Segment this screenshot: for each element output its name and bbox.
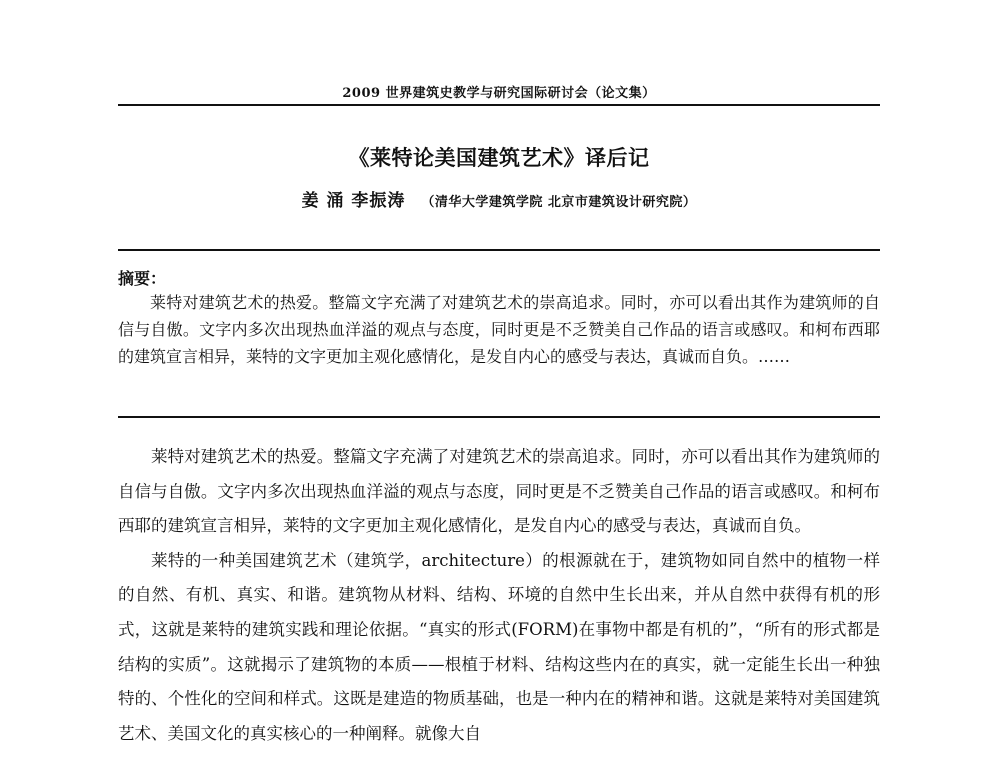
article-title: 《莱特论美国建筑艺术》译后记 [348,145,650,170]
running-header: 2009 世界建筑史教学与研究国际研讨会（论文集） [342,86,656,101]
abstract-label: 摘要： [118,269,167,288]
abstract-top-rule [118,249,880,251]
author-line [118,186,880,211]
author-names: 姜 涌 李振涛 [301,191,406,211]
abstract-text: 莱特对建筑艺术的热爱。整篇文字充满了对建筑艺术的崇高追求。同时，亦可以看出其作为建筑师的自信与自傲。文字内多次出现热血洋溢的观点与态度，同时更是不乏赞美自己作品的语言或感叹。和柯布西耶的建筑宣言相异，莱特的文字更加主观化感情化，是发自内心的感受与表达，真诚而自负。…… [118,293,880,366]
body-paragraph: 莱特对建筑艺术的热爱。整篇文字充满了对建筑艺术的崇高追求。同时，亦可以看出其作为建筑师的自信与自傲。文字内多次出现热血洋溢的观点与态度，同时更是不乏赞美自己作品的语言或感叹。和柯布西耶的建筑宣言相异，莱特的文字更加主观化感情化，是发自内心的感受与表达，真诚而自负。 [118,447,880,536]
body-text [118,440,880,751]
author-affiliations: （清华大学建筑学院 北京市建筑设计研究院） [421,195,697,210]
body-paragraph: 莱特的一种美国建筑艺术（建筑学，architecture）的根源就在于，建筑物如同自然中的植物一样的自然、有机、真实、和谐。建筑物从材料、结构、环境的自然中生长出来，并从自然中获得有机的形式，这就是莱特的建筑实践和理论依据。“真实的形式(FORM)在事物中都是有机的”，“所有的形式都是结构的实质”。这就揭示了建筑物的本质——根植于材料、结构这些内在的真实，就一定能生长出一种独特的、个性化的空间和样式。这既是建造的物质基础，也是一种内在的精神和谐。这就是莱特对美国建筑艺术、美国文化的真实核心的一种阐释。就像大自 [118,550,880,743]
abstract-bottom-rule [118,416,880,418]
header-rule [118,104,880,106]
